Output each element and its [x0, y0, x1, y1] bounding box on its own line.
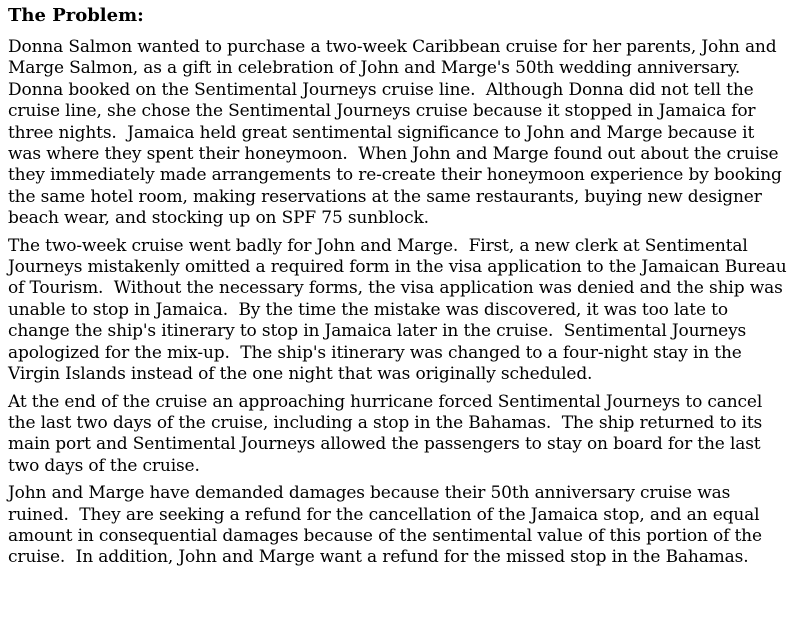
paragraph-cruise-problems: The two-week cruise went badly for John and Marge. First, a new clerk at Sentimental Journeys mistakenly omitted a required form in the visa application to the Jamaican Bureau of Tourism. Without the necessary forms, the visa application was denied and the ship was unable to stop in Jamaica. By the time the mistake was discovered, it was too late to change the ship's itinerary to stop in Jamaica later in the cruise. Sentimental Journeys apologized for the mix-up. The ship's itinerary was changed to a four-night stay in the Virgin Islands instead of the one night that was originally scheduled.: [8, 235, 792, 385]
paragraph-background: Donna Salmon wanted to purchase a two-week Caribbean cruise for her parents, John and Marge Salmon, as a gift in celebration of John and Marge's 50th wedding anniversary. Donna booked on the Sentimental Journeys cruise line. Although Donna did not tell the cruise line, she chose the Sentimental Journeys cruise because it stopped in Jamaica for three nights. Jamaica held great sentimental significance to John and Marge because it was where they spent their honeymoon. When John and Marge found out about the cruise they immediately made arrangements to re-create their honeymoon experience by booking the same hotel room, making reservations at the same restaurants, buying new designer beach wear, and stocking up on SPF 75 sunblock.: [8, 37, 788, 229]
paragraph-hurricane: At the end of the cruise an approaching hurricane forced Sentimental Journeys to cancel the last two days of the cruise, including a stop in the Bahamas. The ship returned to its main port and Sentimental Journeys allowed the passengers to stay on board for the last two days of the cruise.: [8, 391, 768, 476]
paragraph-damages: John and Marge have demanded damages because their 50th anniversary cruise was ruined. They are seeking a refund for the cancellation of the Jamaica stop, and an equal amount in consequential damages because of the sentimental value of this portion of the cruise. In addition, John and Marge want a refund for the missed stop in the Bahamas.: [8, 483, 768, 568]
problem-heading: The Problem:: [8, 5, 144, 26]
